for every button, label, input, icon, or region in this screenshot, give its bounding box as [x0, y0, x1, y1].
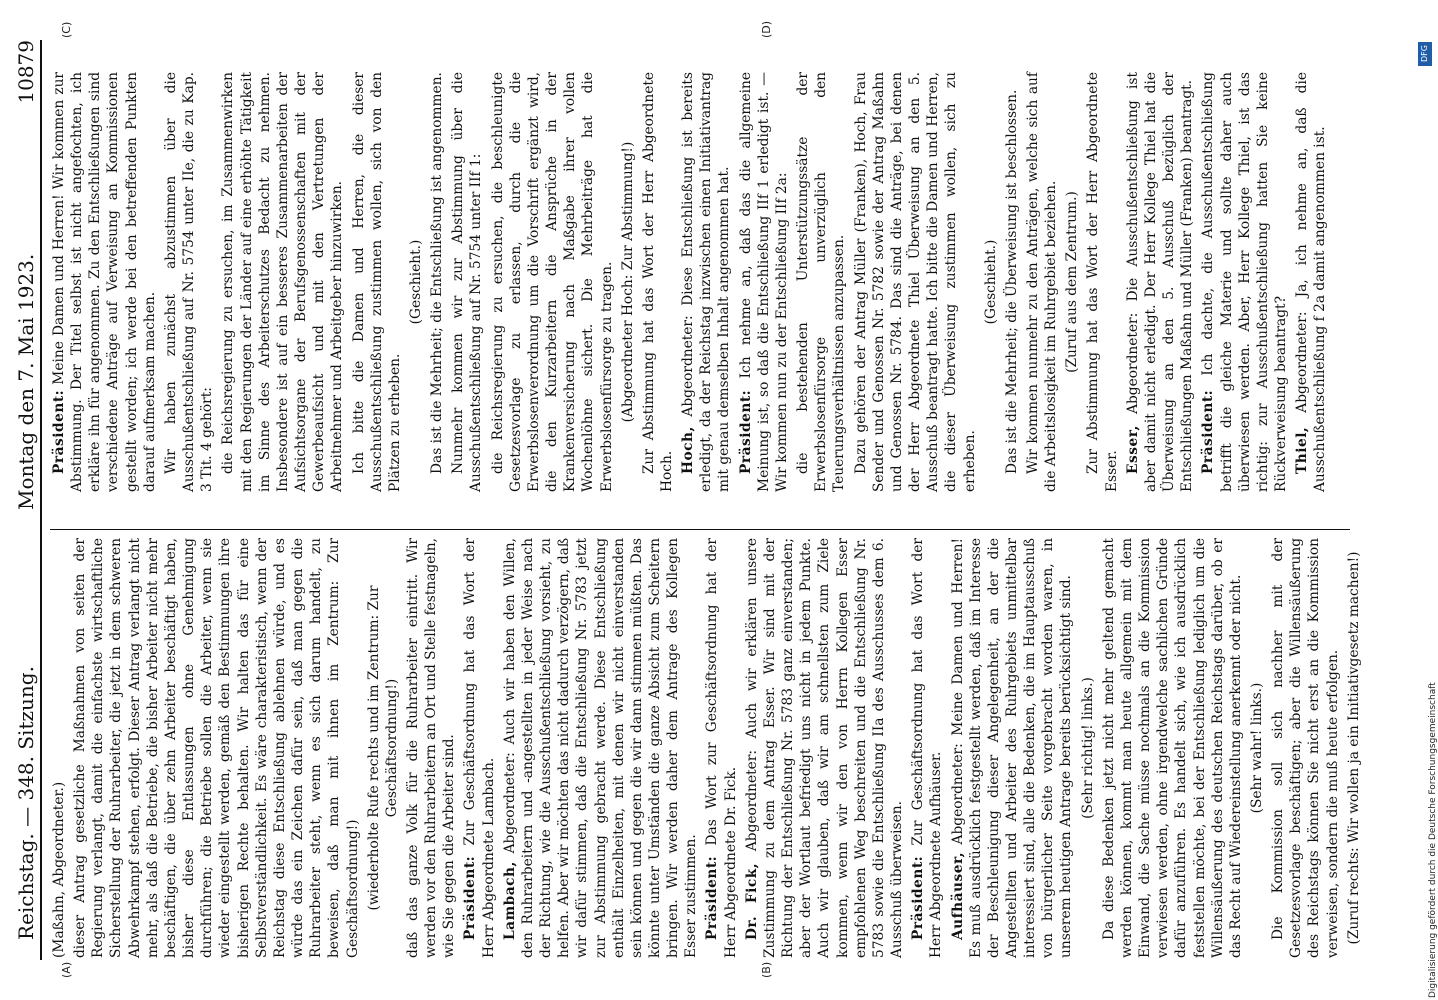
stage-direction [1248, 538, 1266, 958]
paragraph-text: Ich nehme an, daß das die allgemeine Meinung ist, so daß die Entschließung IIf 1 erledigt ist. — Wir kommen nun zu der Entschließung IIf 2a: [737, 72, 790, 492]
header-date: Montag den 7. Mai 1923. [14, 253, 38, 510]
paragraph [703, 538, 739, 958]
paragraph-text: Wir kommen nunmehr zu den Anträgen, welche sich auf die Arbeitslosigkeit im Ruhrgebiet beziehen. [1024, 72, 1060, 492]
dfg-logo: DFG [1418, 42, 1432, 66]
stage-direction [1345, 538, 1363, 958]
paragraph-text: Dazu gehören der Antrag Müller (Franken), Hoch, Frau Sender und Genossen Nr. 5782 sowie der Antrag Maßahn und Genossen Nr. 5784. Das sind die Anträge, bei denen der Herr Abgeordnete Thiel Überweisung an den 5. Ausschuß beantragt hatte. Ich bitte die Damen und Herren, die dieser Überweisung zustimmen wollen, sich zu erheben. [852, 72, 978, 492]
paragraph-text: Abgeordneter: Auch wir erklären unsere Zustimmung zu dem Antrag Esser. Wir sind mit der Richtung der Entschließung Nr. 5783 ganz einverstanden; aber der Wortlaut befriedigt uns nicht in jedem Punkte. Auch wir glauben, daß wir am schnellsten zum Ziele kommen, wenn wir den von Herrn Kollegen Esser empfohlenen Weg beschreiten und die Entschließung Nr. 5783 sowie die Entschließung IIa des Ausschusses dem 6. Ausschuß überweisen. [743, 537, 906, 958]
paragraph-text: Die Kommission soll sich nachher mit der Gesetzesvorlage beschäftigen; aber die Willensäußerung des Reichstags können Sie nicht erst an die Kommission verweisen, sondern die muß heute erfolgen. [1270, 538, 1341, 958]
header-rule [40, 40, 42, 960]
paragraph [404, 538, 458, 958]
speaker-name: Präsident: [704, 855, 721, 940]
paragraph-text: Da diese Bedenken jetzt nicht mehr geltend gemacht werden können, kommt man heute allgemein mit dem Einwand, die Sache müsse nochmals an die Kommission verwiesen werden, ohne irgendwelche sachlichen Gründe dafür anzuführen. Es handelt sich, wie ich ausdrücklich feststellen möchte, bei der Entschließung lediglich um die Willensäußerung des deutschen Reichstags darüber, ob er das Recht auf Wiedereinstellung anerkennt oder nicht. [1100, 538, 1244, 958]
paragraph-text: Abgeordneter: Auch wir haben den Willen, den Ruhrarbeitern und -angestellten in jeder Weise nach der Richtung, wie die Ausschußentschließung vorsieht, zu helfen. Aber wir möchten das nicht dadurch verzögern, daß wir dafür stimmen, daß die Entschließung Nr. 5783 jetzt zur Abstimmung gebracht werde. Diese Entschließung enthält Einzelheiten, mit denen wir nicht einverstanden sein können und gegen die wir dann stimmen müßten. Das könnte unter Umständen die ganze Absicht zum Scheitern bringen. Wir werden daher dem Antrage des Kollegen Esser zustimmen. [501, 538, 700, 958]
paragraph-text: Ich dachte, die Ausschußentschließung betrifft die gleiche Materie und sollte daher auch überwiesen werden. Aber, Herr Kollege Thiel, ist das richtig: zur Ausschußentschließung hatten Sie keine Rückverweisung beantragt? [1200, 72, 1289, 492]
paragraph-text: (Geschieht.) [982, 239, 999, 325]
paragraph-text: Das ist die Mehrheit; die Entschließung ist angenommen. [429, 72, 446, 474]
stage-direction [1063, 72, 1081, 492]
paragraph-text: Das ist die Mehrheit; die Überweisung ist beschlossen. [1003, 89, 1020, 474]
paragraph [1293, 72, 1329, 492]
paragraph-text: Zur Abstimmung hat das Wort der Herr Abgeordnete Hoch. [640, 72, 675, 492]
right-column [50, 72, 1332, 492]
paragraph-text: Zur Geschäftsordnung hat das Wort der Herr Abgeordnete Lambach. [462, 537, 497, 958]
paragraph-text: dieser Antrag gesetzliche Maßnahmen von seiten der Regierung verlangt, damit die einfachste wirtschaftliche Sicherstellung der Ruhrarbeiter, die jetzt in dem schweren Abwehrkampf stehen, erfolgt. Dieser Antrag verlangt nicht mehr, als daß die Betriebe, die bisher Arbeiter nicht mehr beschäftigen, die über zehn Arbeiter beschäftigt haben, bisher diese Entlassungen ohne Genehmigung durchführen; die Betriebe sollen die Arbeiter, wenn sie wieder eingestellt werden, gemäß den Bestimmungen ihre bisherigen Rechte behalten. Wir halten das für eine Selbstverständlichkeit. Es wäre charakteristisch, wenn der Reichstag diese Entschließung ablehnen würde, und es würde das ein Zeichen dafür sein, daß man gegen die Ruhrarbeiter steht, wenn es sich darum handelt, zu beweisen, daß man mit ihnen im Zentrum: Zur Geschäftsordnung!) [72, 538, 361, 958]
paragraph [449, 72, 485, 492]
paragraph-text: Ich bitte die Damen und Herren, die dieser Ausschußentschließung zustimmen wollen, sich von den Plätzen zu erheben. [350, 72, 403, 492]
paragraph-text: (Abgeordneter Hoch: Zur Abstimmung!) [619, 141, 636, 423]
paragraph-text: Abgeordneter: Diese Entschließung ist bereits erledigt, da der Reichstag inzwischen einen Initiativantrag mit genau demselben Inhalt angenommen hat. [680, 72, 733, 492]
paragraph [489, 72, 616, 492]
speaker-name: Thiel, [1294, 426, 1311, 474]
paragraph [949, 538, 1076, 958]
marker-d: (D) [760, 20, 773, 38]
paragraph-text: Zur Geschäftsordnung hat das Wort der Herr Abgeordnete Aufhäuser. [910, 537, 945, 958]
paragraph-text: Zur Abstimmung hat das Wort der Herr Abgeordnete Esser. [1085, 72, 1120, 492]
paragraph [679, 72, 733, 492]
paragraph [794, 72, 848, 492]
paragraph [1199, 72, 1290, 492]
paragraph [640, 72, 676, 492]
paragraph [1024, 72, 1060, 492]
paragraph-text: die Reichsregierung zu ersuchen, die beschleunigte Gesetzesvorlage zu erlassen, durch die die Erwerbslosenverordnung um die Vorschrift ergänzt wird, die den Kurzarbeitern die Ansprüche in der Krankenversicherung nach Maßgabe ihrer vollen Wochenlöhne sichert. Die Mehrbeiträge hat die Erwerbslosenfürsorge zu tragen. [489, 72, 615, 492]
paragraph-text: (Sehr wahr! links.) [1249, 682, 1265, 814]
paragraph [743, 538, 906, 958]
paragraph [501, 538, 701, 958]
paragraph-text: die Reichsregierung zu ersuchen, im Zusammenwirken mit den Regierungen der Länder auf eine erhöhte Tätigkeit im Sinne des Arbeiterschutzes Bedacht zu nehmen. Insbesondere ist auf ein besseres Zusammenarbeiten der Aufsichtsorgane der Berufsgenossenschaften mit der Gewerbeaufsicht und mit den Vertretungen der Arbeitnehmer und Arbeitgeber hinzuwirken. [220, 72, 346, 492]
paragraph-text: Meine Damen und Herren! Wir kommen zur Abstimmung. Der Titel selbst ist nicht angefochten, ich erkläre ihn für angenommen. Zu den Entschließungen sind verschiedene Anträge auf Verweisung an Kommissionen gestellt worden; ich werde bei den betreffenden Punkten darauf aufmerksam machen. [51, 71, 158, 492]
paragraph-text: (Maßahn, Abgeordneter.) [51, 781, 67, 958]
stage-direction [982, 72, 1000, 492]
stage-direction [1079, 538, 1097, 958]
marker-a: (A) [60, 961, 73, 978]
page-header [8, 40, 48, 940]
paragraph [50, 538, 68, 958]
paragraph-text: Das Wort zur Geschäftsordnung hat der Herr Abgeordnete Dr. Fick. [704, 538, 739, 958]
paragraph [852, 72, 979, 492]
digitization-credit: Digitalisierung gefördert durch die Deutsche Forschungsgemeinschaft [1428, 682, 1438, 998]
page-number: 10879 [14, 40, 38, 104]
stage-direction [365, 538, 401, 958]
paragraph-text: Wir haben zunächst abzustimmen über die Ausschußentschließung auf Nr. 5754 unter IIe, die zu Kap. 3 Tit. 4 gehört: [162, 72, 216, 492]
paragraph [350, 72, 404, 492]
speaker-name: Lambach, [501, 861, 518, 940]
paragraph [428, 72, 446, 492]
paragraph-text: Abgeordneter: Meine Damen und Herren! Es muß ausdrücklich festgestellt werden, daß im Interesse der Beschleunigung dieser Angelegenheit, an der die Angestellten und Arbeiter des Ruhrgebiets unmittelbar interessiert sind, alle die Bedenken, die im Hauptausschuß von bürgerlicher Seite vorgebracht worden waren, in unserem heutigen Antrage bereits berücksichtigt sind. [949, 538, 1075, 958]
paragraph [1003, 72, 1021, 492]
speaker-name: Präsident: [737, 389, 754, 474]
paragraph-text: die bestehenden Unterstützungssätze der Erwerbslosenfürsorge unverzüglich den Teuerungsverhältnissen anzupassen. [795, 72, 848, 492]
paragraph [71, 538, 362, 958]
paragraph [1124, 72, 1197, 492]
speaker-name: Dr. Fick, [743, 862, 760, 940]
paragraph [461, 538, 497, 958]
header-left: Reichstag. — 348. Sitzung. [14, 666, 38, 940]
speaker-name: Präsident: [910, 855, 927, 940]
paragraph [1084, 72, 1120, 492]
paragraph [909, 538, 945, 958]
paragraph [737, 72, 791, 492]
speaker-name: Präsident: [51, 389, 67, 474]
paragraph-text: Abgeordneter: Die Ausschußentschließung ist aber damit nicht erledigt. Der Herr Kollege Thiel hat die Überweisung an den 5. Ausschuß bezüglich der Entschließungen Maßahn und Müller (Franken) beantragt. [1124, 71, 1196, 492]
paragraph-text: Nunmehr kommen wir zur Abstimmung über die Ausschußentschließung auf Nr. 5754 unter IIf 1: [450, 72, 485, 492]
column-rule [50, 529, 1350, 530]
stage-direction [407, 72, 425, 492]
paragraph [219, 72, 346, 492]
paragraph-text: (Sehr richtig! links.) [1079, 677, 1096, 819]
paragraph-text: Abgeordneter: Ja, ich nehme an, daß die Ausschußentschließung f 2a damit angenommen ist. [1294, 72, 1329, 492]
paragraph [1269, 538, 1342, 958]
paragraph-text: (Geschieht.) [407, 239, 424, 325]
marker-c: (C) [60, 21, 73, 38]
speaker-name: Präsident: [1200, 389, 1217, 474]
speaker-name: Präsident: [462, 855, 479, 940]
paragraph-text: daß das ganze Volk für die Ruhrarbeiter eintritt. Wir werden vor den Ruhrarbeitern an Ort und Stelle festnageln, wie Sie gegen die Arbeiter sind. [404, 538, 458, 958]
stage-direction [619, 72, 637, 492]
paragraph-text: (Zuruf rechts: Wir wollen ja ein Initiativgesetz machen!) [1345, 551, 1362, 945]
paragraph-text: (wiederholte Rufe rechts und im Zentrum: Zur Geschäftsordnung!) [365, 585, 400, 911]
marker-b: (B) [760, 961, 773, 978]
speaker-name: Hoch, [680, 426, 697, 474]
paragraph [162, 72, 216, 492]
speaker-name: Aufhäuser, [949, 851, 966, 940]
paragraph-text: (Zuruf aus dem Zentrum.) [1064, 191, 1081, 373]
paragraph [50, 72, 159, 492]
paragraph [1100, 538, 1245, 958]
speaker-name: Esser, [1124, 425, 1141, 474]
left-column [50, 538, 1366, 958]
